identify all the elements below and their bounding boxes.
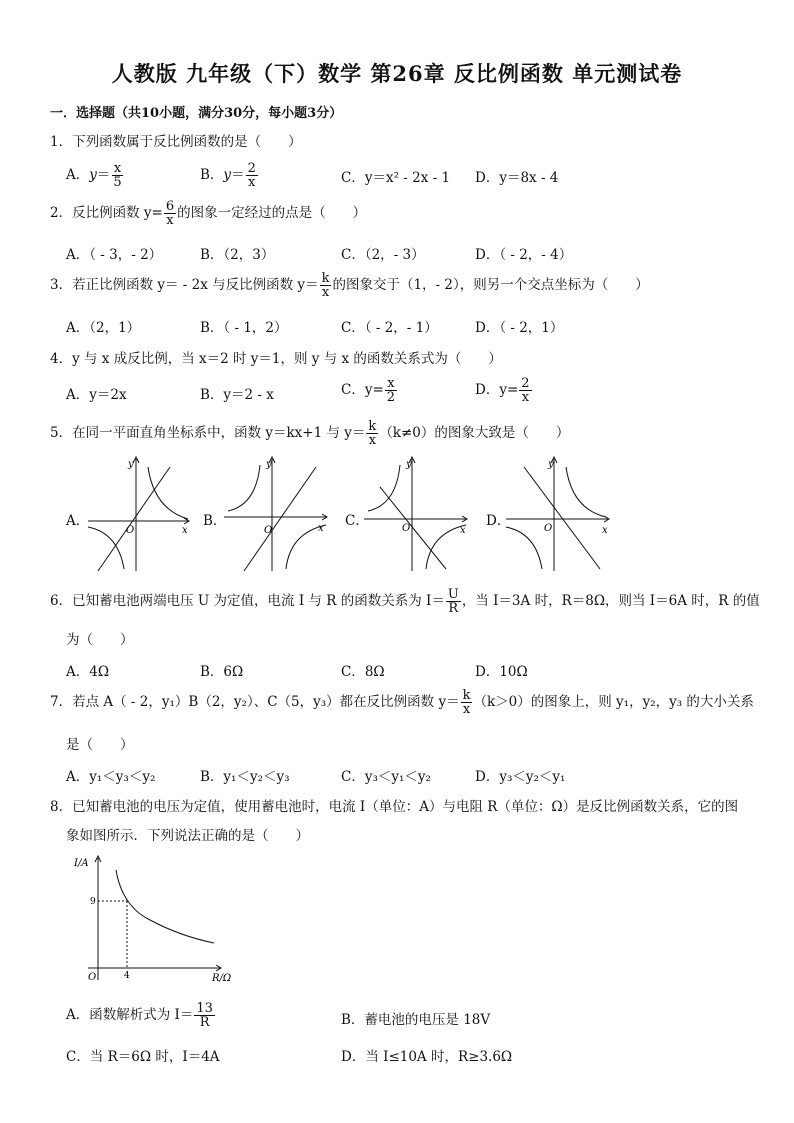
q8-option-b[interactable]: B．蓄电池的电压是 18V <box>341 1012 491 1028</box>
numerator: k <box>368 419 377 434</box>
stem-text: （k＞0）的图象上，则 y₁，y₂，y₃ 的大小关系 <box>473 694 754 710</box>
q5-graph-b[interactable] <box>220 453 332 575</box>
option-letter: A． <box>66 167 90 183</box>
q6-option-d[interactable]: D．10Ω <box>475 664 528 680</box>
numerator: 6 <box>165 199 175 214</box>
q1-option-d[interactable]: D．y＝8x - 4 <box>475 170 559 186</box>
option-text: A．函数解析式为 I＝ <box>66 1007 194 1023</box>
denominator: x <box>521 390 530 405</box>
axes <box>88 856 221 980</box>
denominator: x <box>462 702 471 717</box>
q7-option-d[interactable]: D．y₃＜y₂＜y₁ <box>475 769 566 785</box>
axes <box>506 457 609 571</box>
option-letter: B． <box>200 167 224 183</box>
stem-text: （k≠0）的图象大致是（ ） <box>379 425 570 441</box>
denominator: x <box>321 285 330 300</box>
axis-y-label: y <box>406 459 412 470</box>
q4-option-b[interactable]: B．y＝2 - x <box>200 387 274 403</box>
question-3-stem <box>50 272 649 299</box>
axis-x-label: x <box>318 523 324 534</box>
stem-text: 5．在同一平面直角坐标系中，函数 y＝kx+1 与 y＝ <box>50 425 366 441</box>
fraction <box>194 1002 215 1029</box>
origin-label: O <box>126 525 135 536</box>
origin-label: O <box>544 523 553 534</box>
axis-x-label: x <box>182 525 188 536</box>
q5-option-c-label[interactable]: C． <box>345 513 369 529</box>
hyperbola-branch <box>566 467 606 517</box>
hyperbola-branch <box>148 467 188 519</box>
origin-label: O <box>264 525 273 536</box>
numerator: x <box>387 376 395 391</box>
hyperbola-branch <box>88 527 124 569</box>
fraction <box>164 200 176 227</box>
fraction <box>111 162 123 189</box>
line-graph <box>98 467 170 571</box>
line-graph <box>524 467 600 569</box>
fraction <box>519 377 531 404</box>
fraction <box>446 588 461 615</box>
q8-option-d[interactable]: D．当 I≤10A 时，R≥3.6Ω <box>341 1049 513 1065</box>
question-8-stem: 8．已知蓄电池的电压为定值，使用蓄电池时，电流 I（单位：A）与电阻 R（单位：Ω）是反比例函数关系，它的图 <box>50 799 739 815</box>
denominator: 2 <box>386 390 396 405</box>
x-tick-label: 4 <box>124 971 130 981</box>
axis-x-label: x <box>602 525 608 536</box>
q7-option-c[interactable]: C．y₃＜y₁＜y₂ <box>341 769 431 785</box>
q5-graph-a[interactable] <box>84 453 194 575</box>
hyperbola-branch <box>368 465 400 511</box>
denominator: 5 <box>113 175 122 190</box>
q5-option-b-label[interactable]: B． <box>203 513 227 529</box>
question-7-stem <box>50 689 754 716</box>
q4-option-c[interactable] <box>341 377 398 404</box>
equals: ＝ <box>96 167 111 183</box>
q7-option-a[interactable]: A．y₁＜y₃＜y₂ <box>66 769 156 785</box>
axis-x-label: x <box>460 525 466 536</box>
axes <box>364 457 467 571</box>
question-6-stem-cont: 为（ ） <box>66 632 134 648</box>
question-7-stem-cont: 是（ ） <box>66 737 134 753</box>
q6-option-c[interactable]: C．8Ω <box>341 664 385 680</box>
fraction <box>385 377 397 404</box>
stem-text: 3．若正比例函数 y＝ - 2x 与反比例函数 y＝ <box>50 277 319 293</box>
fraction <box>366 420 378 447</box>
denominator: x <box>166 213 174 228</box>
axis-y-label: I/A <box>74 858 89 869</box>
question-8-stem-cont: 象如图所示．下列说法正确的是（ ） <box>66 828 309 844</box>
stem-text: ，当 I＝3A 时，R＝8Ω，则当 I＝6A 时，R 的值 <box>461 593 760 609</box>
question-4-stem: 4．y 与 x 成反比例，当 x＝2 时 y＝1，则 y 与 x 的函数关系式为（ ） <box>50 351 502 367</box>
q7-option-b[interactable]: B．y₁＜y₂＜y₃ <box>200 769 290 785</box>
numerator: 2 <box>247 161 256 176</box>
var-y: y= <box>499 382 519 398</box>
var-y: y <box>89 167 97 183</box>
line-graph <box>244 467 316 571</box>
var-y: y <box>223 167 232 183</box>
stem-text: 6．已知蓄电池两端电压 U 为定值，电流 I 与 R 的函数关系为 I＝ <box>50 593 445 609</box>
q4-option-d[interactable] <box>475 377 533 404</box>
origin-label: O <box>402 523 411 534</box>
fraction <box>461 689 473 716</box>
numerator: k <box>321 271 330 286</box>
question-6-stem <box>50 588 760 615</box>
fraction <box>320 272 332 299</box>
q2-option-a[interactable]: A．（ - 3，- 2） <box>66 247 163 263</box>
fraction <box>246 162 258 189</box>
question-1-stem: 1．下列函数属于反比例函数的是（ ） <box>50 134 302 150</box>
numerator: U <box>447 587 459 602</box>
q1-option-c[interactable]: C．y＝x² - 2x - 1 <box>341 170 451 186</box>
stem-text: 的图象交于（1，- 2），则另一个交点坐标为（ ） <box>332 277 649 293</box>
q5-option-a-label[interactable]: A． <box>66 513 90 529</box>
q3-option-d[interactable]: D．（ - 2，1） <box>475 320 564 336</box>
numerator: x <box>113 161 122 176</box>
q3-option-c[interactable]: C．（ - 2，- 1） <box>341 320 438 336</box>
stem-text: 的图象一定经过的点是（ ） <box>177 205 367 221</box>
q6-option-a[interactable]: A．4Ω <box>66 664 110 680</box>
origin-label: O <box>88 972 97 983</box>
question-5-stem <box>50 420 569 447</box>
q3-option-b[interactable]: B．（ - 1，2） <box>200 320 288 336</box>
option-letter: D． <box>475 382 500 398</box>
q8-option-a[interactable] <box>66 1002 216 1029</box>
y-tick-label: 9 <box>90 897 96 907</box>
denominator: x <box>248 175 256 190</box>
var-y: y= <box>364 382 384 398</box>
q5-graph-c[interactable] <box>360 453 472 575</box>
q6-option-b[interactable]: B．6Ω <box>200 664 244 680</box>
hyperbola-curve <box>116 870 214 943</box>
page-title: 人教版 九年级（下）数学 第26章 反比例函数 单元测试卷 <box>111 61 683 86</box>
stem-text: 7．若点 A（ - 2，y₁）B（2，y₂）、C（5，y₃）都在反比例函数 y＝ <box>50 694 460 710</box>
equals: ＝ <box>231 167 245 183</box>
q4-option-a[interactable]: A．y＝2x <box>66 387 127 403</box>
q1-option-b[interactable] <box>200 162 259 189</box>
q2-option-d[interactable]: D．（ - 2，- 4） <box>475 247 573 263</box>
axis-y-label: y <box>266 459 272 470</box>
stem-text: 2．反比例函数 y= <box>50 205 163 221</box>
q5-option-d-label[interactable]: D． <box>486 513 511 529</box>
numerator: k <box>462 688 471 703</box>
axis-y-label: y <box>128 459 134 470</box>
q5-graph-d[interactable] <box>502 453 614 575</box>
q8-option-c[interactable]: C．当 R＝6Ω 时，I＝4A <box>66 1049 220 1065</box>
axis-x-label: R/Ω <box>212 973 232 984</box>
numerator: 2 <box>521 376 530 391</box>
denominator: R <box>448 601 459 616</box>
denominator: x <box>368 433 377 448</box>
question-2-stem <box>50 200 366 227</box>
option-letter: C． <box>341 382 365 398</box>
hyperbola-branch <box>506 527 542 569</box>
line-graph <box>380 487 446 569</box>
axes <box>88 457 189 571</box>
q1-option-a[interactable] <box>66 162 125 189</box>
section-heading: 一．选择题（共10小题，满分30分，每小题3分） <box>50 106 343 121</box>
q3-option-a[interactable]: A．（2，1） <box>66 320 141 336</box>
q8-graph <box>70 848 240 984</box>
q2-option-b[interactable]: B．（2，3） <box>200 247 275 263</box>
numerator: 13 <box>196 1001 213 1016</box>
axis-y-label: y <box>548 459 554 470</box>
hyperbola-branch <box>228 465 260 511</box>
q2-option-c[interactable]: C．（2，- 3） <box>341 247 425 263</box>
denominator: R <box>199 1015 210 1030</box>
